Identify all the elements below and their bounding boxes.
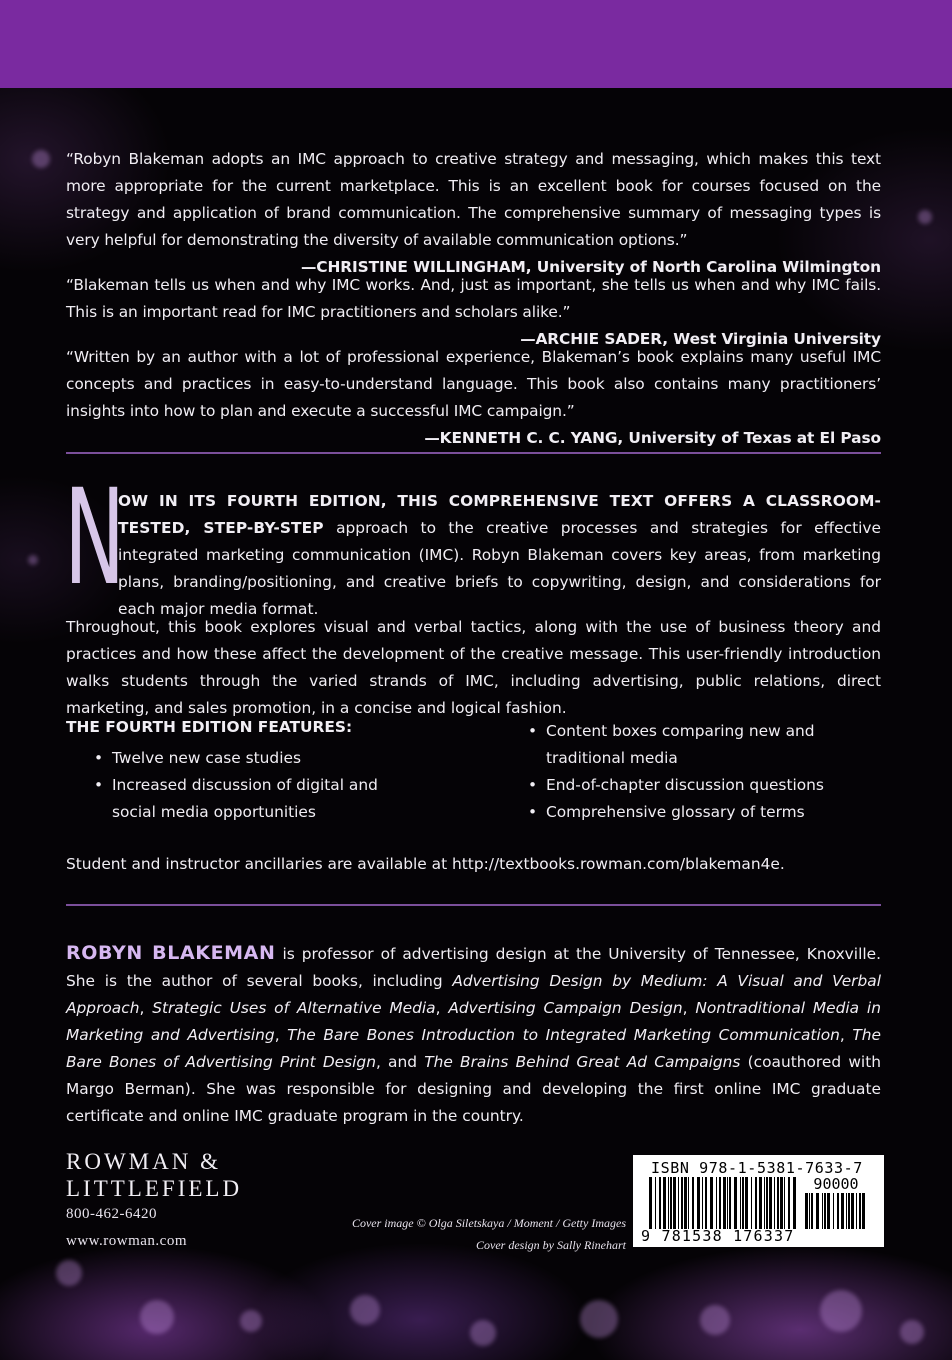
barcode-stripe bbox=[740, 1177, 741, 1229]
barcode-stripe bbox=[751, 1177, 752, 1229]
barcode-stripe bbox=[678, 1177, 679, 1229]
barcode-stripe bbox=[769, 1177, 772, 1229]
bio-text: , bbox=[274, 1026, 288, 1044]
drop-cap: N bbox=[64, 461, 126, 615]
barcode-stripe bbox=[710, 1177, 713, 1229]
bio-text: (coauthored with Margo Berman). She was responsible for designing and developing the first online IMC graduate certificate and online IMC graduate program in the country. bbox=[66, 1053, 881, 1125]
bio-text: is professor of advertising design at the University of Tennessee, Knoxville. She is the author of several books, including bbox=[66, 945, 881, 990]
barcode-stripe bbox=[856, 1193, 857, 1229]
ancillaries-note: Student and instructor ancillaries are available at http://textbooks.rowman.com/blakeman4e. bbox=[66, 855, 785, 873]
description-lead bbox=[118, 488, 881, 623]
barcode-stripe bbox=[805, 1193, 808, 1229]
barcode-stripe bbox=[788, 1177, 790, 1229]
barcode-stripe bbox=[659, 1177, 661, 1229]
barcode-stripe bbox=[702, 1177, 703, 1229]
barcode-stripe bbox=[705, 1177, 707, 1229]
bio-text: , bbox=[435, 999, 449, 1017]
barcode-stripe bbox=[723, 1177, 726, 1229]
barcode-stripe bbox=[670, 1177, 672, 1229]
barcode-stripe bbox=[668, 1177, 669, 1229]
barcode-stripe bbox=[846, 1193, 847, 1229]
barcode-addon-digits: 90000 bbox=[813, 1175, 859, 1193]
publisher-phone: 800-462-6420 bbox=[66, 1206, 157, 1222]
publisher-website: www.rowman.com bbox=[66, 1233, 188, 1249]
barcode-stripe bbox=[755, 1177, 757, 1229]
barcode-stripe bbox=[780, 1177, 783, 1229]
book-title: Nontraditional Media in Marketing and Advertising bbox=[66, 999, 881, 1044]
review-quote-3 bbox=[66, 344, 881, 452]
feature-item: • Comprehensive glossary of terms bbox=[528, 799, 828, 826]
section-divider bbox=[66, 452, 881, 454]
barcode-bars-main bbox=[649, 1177, 799, 1229]
author-name: ROBYN BLAKEMAN bbox=[66, 942, 276, 964]
top-color-band bbox=[0, 0, 952, 88]
review-quote-1 bbox=[66, 146, 881, 281]
quote-attribution: —KENNETH C. C. YANG, University of Texas at El Paso bbox=[424, 429, 881, 447]
barcode-stripe bbox=[649, 1177, 652, 1229]
barcode-stripe bbox=[719, 1177, 721, 1229]
barcode-stripe bbox=[841, 1193, 844, 1229]
barcode-stripe bbox=[784, 1177, 785, 1229]
barcode-stripe bbox=[833, 1193, 834, 1229]
bio-text: , bbox=[682, 999, 696, 1017]
barcode-stripe bbox=[822, 1193, 823, 1229]
lead-caps: OW IN ITS FOURTH EDITION, THIS COMPREHENSIVE TEXT OFFERS A CLASSROOM-TESTED, STEP-BY-STEP bbox=[118, 492, 881, 537]
feature-item: • Increased discussion of digital and social media opportunities bbox=[94, 772, 424, 826]
book-title: The Brains Behind Great Ad Campaigns bbox=[424, 1053, 741, 1071]
feature-item: • Content boxes comparing new and traditional media bbox=[528, 718, 828, 772]
barcode-stripe bbox=[759, 1177, 762, 1229]
publisher-line-2: LITTLEFIELD bbox=[66, 1176, 243, 1201]
features-list-left bbox=[94, 745, 424, 826]
book-title: Advertising Campaign Design bbox=[448, 999, 683, 1017]
barcode-stripe bbox=[688, 1177, 689, 1229]
isbn-number: ISBN 978-1-5381-7633-7 bbox=[651, 1159, 863, 1177]
quote-attribution: —ARCHIE SADER, West Virginia University bbox=[520, 330, 881, 348]
barcode-stripe bbox=[734, 1177, 737, 1229]
features-list-right bbox=[528, 718, 828, 826]
barcode-stripe bbox=[655, 1177, 656, 1229]
quote-attribution: —CHRISTINE WILLINGHAM, University of North Carolina Wilmington bbox=[301, 258, 881, 276]
review-quote-2 bbox=[66, 272, 881, 353]
barcode-stripe bbox=[766, 1177, 768, 1229]
ean-digits: 9 781538 176337 bbox=[641, 1227, 795, 1245]
publisher-logo bbox=[66, 1148, 242, 1202]
book-title: The Bare Bones of Advertising Print Design bbox=[66, 1026, 881, 1071]
bio-text: , bbox=[839, 1026, 853, 1044]
lead-text: approach to the creative processes and strategies for effective integrated marketing communication (IMC). Robyn Blakeman covers key areas, from marketing plans, branding/positioning, and creative briefs to copywriting, design, and considerations for each major media format. bbox=[118, 519, 881, 618]
barcode-stripe bbox=[777, 1177, 779, 1229]
barcode-stripe bbox=[827, 1193, 830, 1229]
feature-item: • Twelve new case studies bbox=[94, 745, 424, 772]
isbn-barcode bbox=[633, 1155, 884, 1247]
barcode-stripe bbox=[764, 1177, 765, 1229]
quote-text: “Blakeman tells us when and why IMC works. And, just as important, she tells us when and why IMC fails. This is an important read for IMC practitioners and scholars alike.” bbox=[66, 276, 881, 321]
barcode-bars-addon bbox=[805, 1193, 865, 1229]
description-paragraph: Throughout, this book explores visual and verbal tactics, along with the use of business theory and practices and how these affect the development of the creative message. This user-friendly introduction walks students through the varied strands of IMC, including advertising, public relations, direct marketing, and sales promotion, in a concise and logical fashion. bbox=[66, 618, 881, 717]
barcode-stripe bbox=[681, 1177, 683, 1229]
bio-text: , and bbox=[375, 1053, 425, 1071]
book-title: Advertising Design by Medium: A Visual and Verbal Approach bbox=[66, 972, 881, 1017]
book-title: Strategic Uses of Alternative Media bbox=[152, 999, 436, 1017]
barcode-stripe bbox=[862, 1193, 865, 1229]
cover-design-credit: Cover design by Sally Rinehart bbox=[476, 1238, 626, 1252]
barcode-stripe bbox=[692, 1177, 694, 1229]
barcode-stripe bbox=[697, 1177, 700, 1229]
cover-image-credit: Cover image © Olga Siletskaya / Moment / Getty Images bbox=[351, 1216, 626, 1230]
barcode-stripe bbox=[809, 1193, 810, 1229]
barcode-stripe bbox=[727, 1177, 728, 1229]
barcode-stripe bbox=[816, 1193, 819, 1229]
barcode-stripe bbox=[684, 1177, 687, 1229]
barcode-stripe bbox=[811, 1193, 813, 1229]
barcode-stripe bbox=[824, 1193, 826, 1229]
section-divider bbox=[66, 904, 881, 906]
barcode-stripe bbox=[774, 1177, 775, 1229]
features-heading: THE FOURTH EDITION FEATURES: bbox=[66, 718, 353, 736]
feature-item: • End-of-chapter discussion questions bbox=[528, 772, 828, 799]
book-title: The Bare Bones Introduction to Integrated Marketing Communication bbox=[287, 1026, 840, 1044]
barcode-stripe bbox=[745, 1177, 748, 1229]
quote-text: “Robyn Blakeman adopts an IMC approach to creative strategy and messaging, which makes this text more appropriate for the current marketplace. This is an excellent book for courses focused on the strategy and application of brand communication. The comprehensive summary of messaging types is very helpful for demonstrating the diversity of available communication options.” bbox=[66, 150, 881, 249]
barcode-stripe bbox=[837, 1193, 839, 1229]
barcode-stripe bbox=[793, 1177, 796, 1229]
author-bio bbox=[66, 940, 881, 1130]
barcode-stripe bbox=[859, 1193, 861, 1229]
barcode-stripe bbox=[663, 1177, 666, 1229]
barcode-stripe bbox=[851, 1193, 854, 1229]
publisher-line-1: ROWMAN & bbox=[66, 1149, 221, 1174]
barcode-stripe bbox=[716, 1177, 717, 1229]
bio-text: , bbox=[139, 999, 153, 1017]
barcode-stripe bbox=[848, 1193, 850, 1229]
quote-text: “Written by an author with a lot of professional experience, Blakeman’s book explains many useful IMC concepts and practices in easy-to-understand language. This book also contains many practitioners’ insights into how to plan and execute a successful IMC campaign.” bbox=[66, 348, 881, 420]
barcode-stripe bbox=[673, 1177, 676, 1229]
barcode-stripe bbox=[742, 1177, 744, 1229]
barcode-stripe bbox=[729, 1177, 731, 1229]
